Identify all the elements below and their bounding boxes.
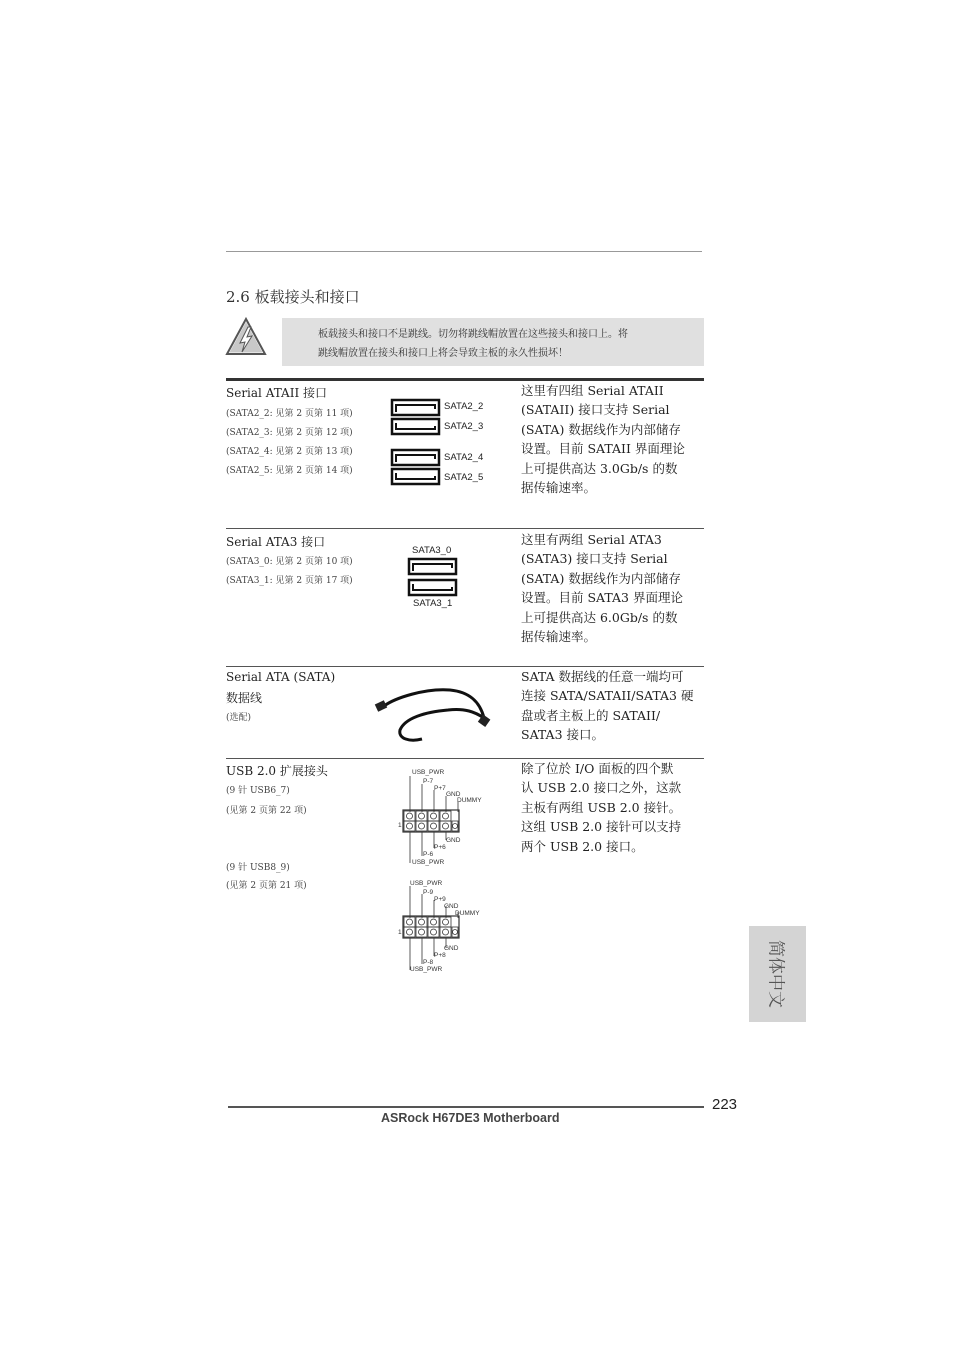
usb1-p-plus-2: P+6 bbox=[434, 844, 446, 851]
usb2-usb-pwr-top: USB_PWR bbox=[410, 880, 443, 887]
usb1-pin1: 1 bbox=[398, 822, 402, 829]
cable-desc-line: SATA 数据线的任意一端均可 bbox=[521, 669, 684, 684]
sata3-desc-line: (SATA3) 接口支持 Serial bbox=[521, 551, 668, 567]
usb2-p-plus: P+9 bbox=[434, 896, 446, 903]
sata2-desc-line: 上可提供高达 3.0Gb/s 的数 bbox=[521, 460, 678, 476]
cable-desc-line: SATA3 接口。 bbox=[521, 727, 605, 743]
sata3-ref-1: (SATA3_0: 见第 2 页第 10 项) bbox=[226, 557, 353, 567]
footer-product: ASRock H67DE3 Motherboard bbox=[381, 1111, 560, 1125]
usb1-usb-pwr-top: USB_PWR bbox=[412, 769, 445, 776]
usb-desc-line: 除了位於 I/O 面板的四个默 bbox=[521, 761, 674, 776]
usb2-p-plus-2: P+8 bbox=[434, 952, 446, 959]
sata3-desc-line: 这里有两组 Serial ATA3 bbox=[521, 532, 662, 547]
sata3-desc-line: 据传输速率。 bbox=[521, 629, 597, 645]
sata2-title: Serial ATAII 接口 bbox=[226, 386, 328, 400]
page-number: 223 bbox=[712, 1096, 738, 1113]
usb1-gnd-1: GND bbox=[446, 791, 461, 798]
sata2-connectors-diagram bbox=[390, 398, 442, 488]
sata2-desc-line: 据传输速率。 bbox=[521, 480, 597, 496]
sata3-0-label: SATA3_0 bbox=[412, 545, 452, 556]
usb-header2-ref: (见第 2 页第 21 项) bbox=[226, 881, 307, 891]
usb2-gnd-1: GND bbox=[444, 903, 459, 910]
sata2-4-label: SATA2_4 bbox=[444, 452, 484, 463]
sata2-description bbox=[521, 381, 685, 497]
sata3-desc-line: (SATA) 数据线作为内部储存 bbox=[521, 570, 681, 586]
sata2-desc-line: (SATAII) 接口支持 Serial bbox=[521, 402, 670, 418]
usb1-p-plus: P+7 bbox=[434, 785, 446, 792]
usb1-gnd-2: GND bbox=[446, 837, 461, 844]
sata2-ref-3: (SATA2_4: 见第 2 页第 13 项) bbox=[226, 447, 353, 457]
top-rule bbox=[226, 251, 702, 252]
sata-cable-illustration bbox=[370, 684, 495, 746]
sata3-ref-2: (SATA3_1: 见第 2 页第 17 项) bbox=[226, 576, 353, 586]
usb2-usb-pwr-bottom: USB_PWR bbox=[410, 966, 443, 973]
sata2-2-label: SATA2_2 bbox=[444, 401, 484, 412]
usb-header1-pins: (9 针 USB6_7) bbox=[226, 786, 290, 796]
sata2-desc-line: 这里有四组 Serial ATAII bbox=[521, 383, 664, 398]
sata2-ref-1: (SATA2_2: 见第 2 页第 11 项) bbox=[226, 409, 353, 419]
warning-line-1: 板载接头和接口不是跳线。切勿将跳线帽放置在这些接头和接口上。将 bbox=[318, 329, 628, 340]
sata2-5-label: SATA2_5 bbox=[444, 472, 484, 483]
warning-icon bbox=[224, 316, 268, 358]
cable-title-2: 数据线 bbox=[226, 691, 263, 705]
sata3-top-rule bbox=[226, 528, 704, 529]
sata2-desc-line: (SATA) 数据线作为内部储存 bbox=[521, 421, 681, 437]
usb2-p-minus: P-9 bbox=[423, 889, 434, 896]
usb-header1-diagram bbox=[396, 768, 486, 868]
sata2-3-label: SATA2_3 bbox=[444, 421, 484, 432]
usb-desc-line: 主板有两组 USB 2.0 接针。 bbox=[521, 799, 682, 815]
sata2-ref-4: (SATA2_5: 见第 2 页第 14 项) bbox=[226, 466, 353, 476]
usb-desc-line: 认 USB 2.0 接口之外，这款 bbox=[521, 780, 682, 796]
usb2-gnd-2: GND bbox=[444, 945, 459, 952]
side-tab-label: 简体中文 bbox=[765, 940, 785, 1008]
language-side-tab bbox=[749, 926, 806, 1022]
sata2-desc-line: 设置。目前 SATAII 界面理论 bbox=[521, 441, 685, 457]
usb2-p-minus-2: P-8 bbox=[423, 959, 434, 966]
sata3-description bbox=[521, 530, 683, 646]
usb-header2-diagram bbox=[396, 878, 486, 978]
usb2-dummy: DUMMY bbox=[455, 910, 480, 917]
sata3-desc-line: 设置。目前 SATA3 界面理论 bbox=[521, 590, 683, 606]
cable-desc-line: 盘或者主板上的 SATAII/ bbox=[521, 707, 661, 723]
usb1-dummy: DUMMY bbox=[457, 797, 482, 804]
usb-header2-pins: (9 针 USB8_9) bbox=[226, 863, 290, 873]
sata3-1-label: SATA3_1 bbox=[413, 598, 453, 609]
cable-description bbox=[521, 667, 693, 745]
cable-note: (选配) bbox=[226, 713, 252, 723]
usb1-usb-pwr-bottom: USB_PWR bbox=[412, 859, 445, 866]
usb1-p-minus: P-7 bbox=[423, 778, 434, 785]
usb-header1-ref: (见第 2 页第 22 项) bbox=[226, 806, 307, 816]
usb2-pin1: 1 bbox=[398, 929, 402, 936]
cable-title: Serial ATA (SATA) bbox=[226, 670, 336, 684]
usb-title: USB 2.0 扩展接头 bbox=[226, 764, 328, 778]
section-title: 2.6 板载接头和接口 bbox=[226, 288, 360, 306]
warning-line-2: 跳线帽放置在接头和接口上将会导致主板的永久性损坏！ bbox=[318, 348, 568, 359]
usb-desc-line: 两个 USB 2.0 接口。 bbox=[521, 838, 644, 854]
usb-desc-line: 这组 USB 2.0 接针可以支持 bbox=[521, 819, 682, 835]
usb-description bbox=[521, 759, 681, 856]
sata3-connectors-diagram bbox=[407, 557, 459, 599]
footer-rule bbox=[228, 1106, 704, 1108]
cable-desc-line: 连接 SATA/SATAII/SATA3 硬 bbox=[521, 688, 694, 704]
sata2-ref-2: (SATA2_3: 见第 2 页第 12 项) bbox=[226, 428, 353, 438]
usb1-p-minus-2: P-6 bbox=[423, 851, 434, 858]
sata3-desc-line: 上可提供高达 6.0Gb/s 的数 bbox=[521, 609, 678, 625]
sata3-title: Serial ATA3 接口 bbox=[226, 535, 326, 549]
